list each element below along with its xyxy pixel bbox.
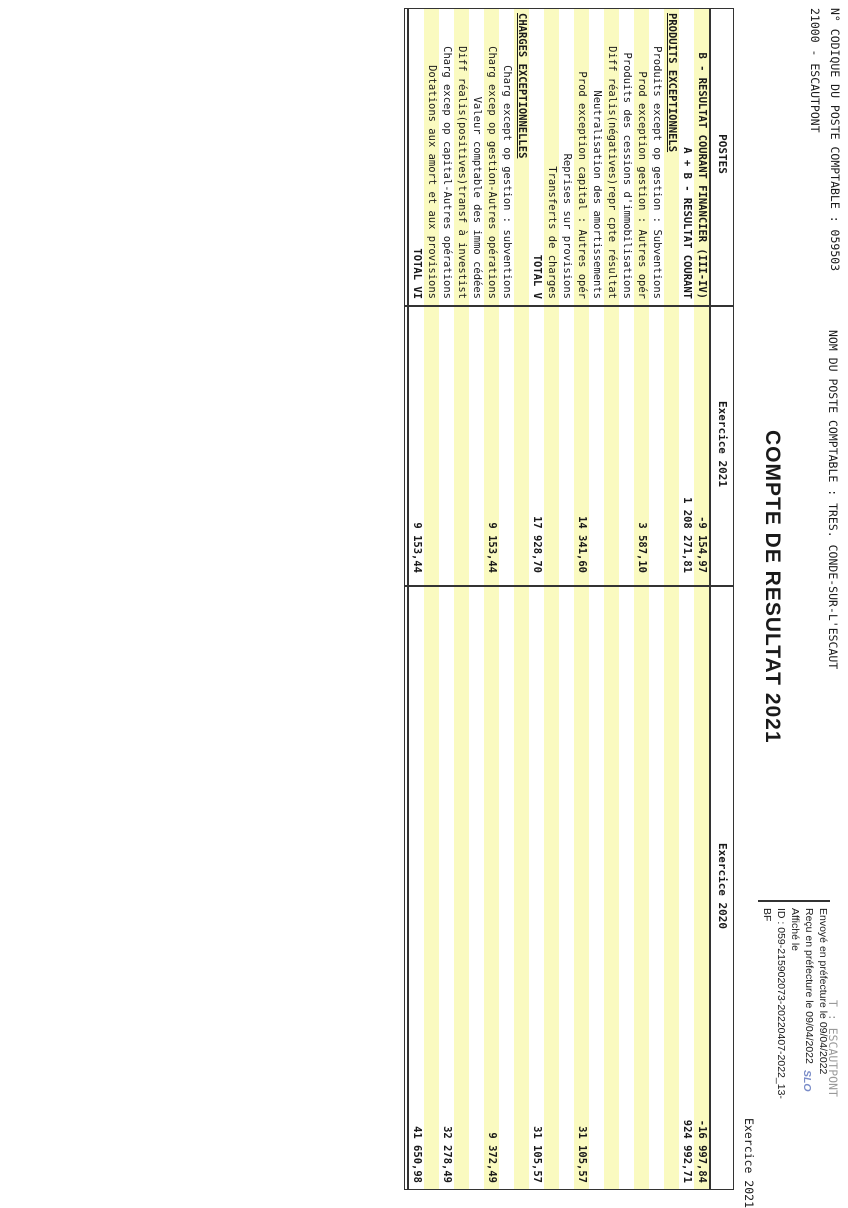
row-label: Charg except op gestion : subventions: [501, 65, 513, 299]
row-label: Reprises sur provisions: [561, 153, 573, 299]
row-label: Charg excep op capital-Autres opérations: [441, 46, 453, 299]
exercise-label: Exercice 2021: [742, 1118, 756, 1208]
col-2021-header: Exercice 2021: [716, 400, 729, 488]
poste-code-label: N° CODIQUE DU POSTE COMPTABLE : 059503: [828, 8, 842, 272]
commune-label: 21000 - ESCAUTPONT: [808, 8, 822, 133]
value-2020: 31 105,57: [531, 1126, 543, 1183]
result-table: [404, 8, 734, 1190]
value-2020: 32 278,49: [441, 1126, 453, 1183]
row-label: Prod exception gestion : Autres opér: [636, 71, 648, 299]
value-2021: 9 153,44: [411, 522, 423, 573]
row-label: Valeur comptable des immo cédées: [471, 96, 483, 299]
poste-name-label: NOM DU POSTE COMPTABLE : TRES. CONDE-SUR-L'ESCAUT: [826, 330, 840, 670]
header-divider: [710, 9, 712, 1189]
row-label: Produits des cessions d'immobilisations: [621, 52, 633, 299]
value-2021: 14 341,60: [576, 516, 588, 573]
right-header: T : ESCAUTPONT: [826, 1000, 840, 1097]
value-2021: 9 153,44: [486, 522, 498, 573]
row-label: Produits except op gestion : Subventions: [651, 46, 663, 299]
col-divider-2: [405, 585, 733, 587]
stamp-sent: Envoyé en préfecture le 09/04/2022: [817, 908, 829, 1075]
row-label: TOTAL VI: [411, 248, 423, 299]
stamp-displayed: Affiché le: [789, 908, 801, 951]
value-2020: 9 372,49: [486, 1132, 498, 1183]
row-label: Prod exception capital : Autres opér: [576, 71, 588, 299]
value-2021: 3 587,10: [636, 522, 648, 573]
stamp-received: Reçu en préfecture le 09/04/2022: [803, 908, 815, 1064]
row-label: TOTAL V: [531, 254, 543, 299]
col-postes-header: POSTES: [716, 134, 729, 174]
stamp-id: ID : 059-215902073-20220407-2022_13-BF: [761, 908, 787, 1099]
value-2020: 924 992,71: [681, 1119, 693, 1183]
row-label: Transferts de charges: [546, 166, 558, 299]
value-2020: 31 105,57: [576, 1126, 588, 1183]
row-label: Diff réalis(négatives)repr cpte résultat: [606, 46, 618, 299]
row-label: CHARGES EXCEPTIONNELLES: [516, 13, 528, 159]
total-divider: [408, 9, 410, 1189]
value-2021: -9 154,97: [696, 516, 708, 573]
row-label: Diff réalis(positives)transf à investist: [456, 46, 468, 299]
value-2020: -16 997,84: [696, 1119, 708, 1183]
row-label: Dotations aux amort et aux provisions: [426, 65, 438, 299]
prefecture-stamp: [758, 900, 830, 1104]
value-2020: 41 650,98: [411, 1126, 423, 1183]
row-label: PRODUITS EXCEPTIONNELS: [666, 13, 678, 153]
row-label: A + B - RESULTAT COURANT: [681, 147, 693, 299]
page-title: COMPTE DE RESULTAT 2021: [761, 430, 784, 744]
row-label: Neutralisation des amortissements: [591, 90, 603, 299]
row-label: Charg excep op gestion-Autres opérations: [486, 46, 498, 299]
col-2020-header: Exercice 2020: [716, 842, 729, 930]
stamp-logo: SLO: [801, 1070, 813, 1092]
value-2021: 17 928,70: [531, 516, 543, 573]
row-label: B - RESULTAT COURANT FINANCIER (III-IV): [696, 52, 708, 299]
value-2021: 1 208 271,81: [681, 497, 693, 573]
col-divider-1: [405, 305, 733, 307]
